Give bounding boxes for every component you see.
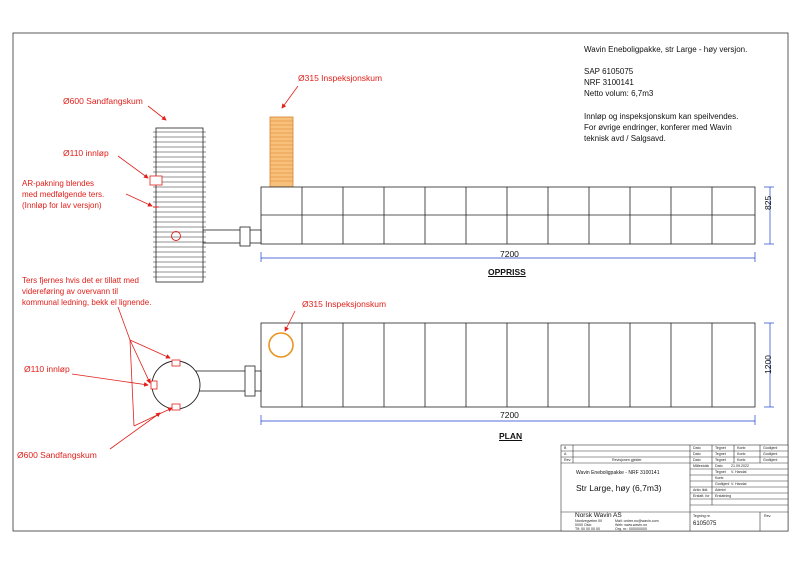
drawing-title-note: Wavin Eneboligpakke, str Large - høy versjon. (584, 45, 748, 54)
dim-width-plan: 1200 (763, 355, 773, 374)
view-title-plan: PLAN (499, 431, 523, 441)
label-seal-line-1: AR-pakning blendes (22, 179, 95, 188)
scale-label: Målestokk (693, 464, 710, 468)
drawing-number-label: Tegning nr. (693, 514, 711, 518)
company-orgnr: Org. nr.: 000000000 (615, 527, 647, 531)
rev-label: Rev. (764, 514, 772, 518)
label-inspection-plan: Ø315 Inspeksjonskum (302, 299, 387, 309)
company-address-2: 0000 Oslo (575, 523, 592, 527)
approved-label: Godkjent (715, 482, 730, 486)
archive-value: Admin/ (715, 488, 727, 492)
plan-note-line-3: kommunal ledning, bekk el lignende. (22, 298, 152, 307)
approved-col-3: Godkjent (763, 458, 778, 462)
label-seal-line-3: (Innløp for lav versjon) (22, 201, 102, 210)
checked-col-1: Kontr. (737, 446, 747, 450)
drawing-description: Wavin Eneboligpakke - NRF 3100141 (576, 470, 660, 476)
remark-line-1: Innløp og inspeksjonskum kan speilvendes. (584, 112, 739, 121)
drawn-value: V. Handal (731, 470, 747, 474)
approved-value: V. Handal (731, 482, 747, 486)
company-address-3: Tlf: 00 00 00 00 (575, 527, 600, 531)
drawn-col-2: Tegnet (715, 452, 726, 456)
archive-label: Arkiv ikkt. (693, 488, 709, 492)
date-label: Dato (715, 464, 723, 468)
drawn-label: Tegnet (715, 470, 726, 474)
drawn-col-3: Tegnet (715, 458, 726, 462)
dim-length-plan: 7200 (500, 410, 519, 420)
label-sandtrap-plan: Ø600 Sandfangskum (17, 450, 97, 460)
checked-col-3: Kontr. (737, 458, 747, 462)
rev-row-b: B (564, 446, 567, 450)
checked-col-2: Kontr. (737, 452, 747, 456)
outlet-pipe-plan (196, 366, 261, 396)
plan-note-line-2: videreføring av overvann til (22, 287, 119, 296)
approved-col-2: Godkjent (763, 452, 778, 456)
remark-line-2: For øvrige endringer, konferer med Wavin (584, 123, 732, 132)
revision-col: Revisjonen gjelder (612, 458, 642, 462)
view-title-elevation: OPPRISS (488, 267, 526, 277)
inspection-chamber-elevation (270, 117, 293, 187)
rev-row-header: Rev. (564, 458, 572, 462)
sand-trap-elevation (150, 128, 206, 282)
replaces-value: Erstatning (715, 494, 732, 498)
drawing-main-title: Str Large, høy (6,7m3) (576, 483, 662, 493)
approved-col-1: Godkjent (763, 446, 778, 450)
drawing-number: 6105075 (693, 521, 717, 527)
label-inspection-elevation: Ø315 Inspeksjonskum (298, 73, 383, 83)
net-volume: Netto volum: 6,7m3 (584, 89, 654, 98)
company-web: Web: www.wavin.no (615, 523, 648, 527)
remark-line-3: teknisk avd / Salgsavd. (584, 134, 666, 143)
tank-plan (261, 323, 755, 407)
sap-number: SAP 6105075 (584, 67, 634, 76)
outlet-pipe-elevation (203, 227, 261, 246)
date-col-3: Dato (693, 458, 701, 462)
date-value: 21.09.2022 (731, 464, 749, 468)
company-name: Norsk Wavin AS (575, 512, 622, 519)
label-inlet-elevation: Ø110 innløp (63, 148, 109, 158)
date-col-1: Dato (693, 446, 701, 450)
label-seal-line-2: med medfølgende ters. (22, 190, 105, 199)
company-mail: Mail: ordrer.no@wavin.com (615, 519, 659, 523)
company-address-1: Nordvegveien 00 (575, 519, 603, 523)
dim-length-elevation: 7200 (500, 249, 519, 259)
label-inlet-plan: Ø110 innløp (24, 364, 70, 374)
replaces-label: Erstatt. for (693, 494, 710, 498)
label-sandtrap-elevation: Ø600 Sandfangskum (63, 96, 143, 106)
plan-note-line-1: Ters fjernes hvis det er tillatt med (22, 276, 139, 285)
nrf-number: NRF 3100141 (584, 78, 634, 87)
inspection-chamber-plan (269, 333, 293, 357)
date-col-2: Dato (693, 452, 701, 456)
drawn-col-1: Tegnet (715, 446, 726, 450)
rev-row-a: A (564, 452, 567, 456)
dim-height-elevation: 825 (763, 195, 773, 210)
tank-elevation (261, 187, 755, 244)
checked-label: Kontr. (715, 476, 725, 480)
sand-trap-plan (151, 360, 200, 410)
